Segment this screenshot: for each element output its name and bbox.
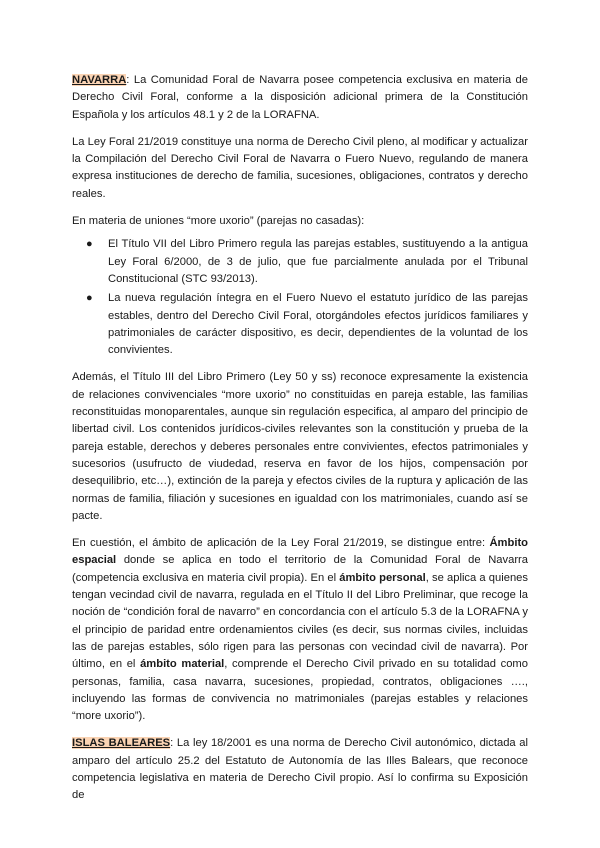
navarra-titulo-iii-paragraph: Además, el Título III del Libro Primero (Ley 50 y ss) reconoce expresamente la existencia de relaciones convivenciales “more uxorio” no constituidas en pareja estable, las familias reconstituidas monoparentales, aunque sin regulación especifica, al amparo del principio de libertad civil. Los contenidos jurídicos-civiles relevantes son la constitución y prueba de la pareja estable, derechos y deberes personales entre convivientes, efectos patrimoniales y sucesorios (usufructo de viudedad, reserva en favor de los hijos, compensación por desequilibrio, etc…), extinción de la pareja y efectos civiles de la ruptura y aplicación de las normas de familia, filiación y sucesiones en igualdad con los matrimoniales, cuando así se pacte. [72, 371, 528, 522]
navarra-ambito-paragraph [72, 535, 528, 725]
baleares-intro-text: : La ley 18/2001 es una norma de Derecho Civil autonómico, dictada al amparo del artículo 25.2 del Estatuto de Autonomía de las Illes Balears, que reconoce competencia legislativa en materia de Derecho Civil propio. Así lo confirma su Exposición de [72, 737, 529, 802]
list-item [86, 290, 528, 359]
baleares-heading: ISLAS BALEARES [72, 737, 171, 750]
navarra-uniones-paragraph: En materia de uniones “more uxorio” (parejas no casadas): [72, 215, 365, 228]
navarra-bullet-list [72, 236, 528, 359]
bullet-icon: ● [86, 238, 93, 251]
baleares-intro-paragraph [72, 735, 528, 804]
ambito-material-term: ámbito material [140, 658, 225, 671]
navarra-intro-paragraph [72, 72, 528, 124]
list-item [86, 236, 528, 288]
ambito-espacial-term: Ámbito espacial [72, 537, 528, 567]
ambito-personal-term: ámbito personal [339, 571, 426, 584]
ambito-text-4: , comprende el Derecho Civil privado en su totalidad como personas, familia, casa navarra, sucesiones, propiedad, contratos, obligaciones …., incluyendo las formas de convivencia no matrimoniales (parejas estables y relaciones “more uxorio”). [72, 658, 528, 723]
navarra-intro-text: : La Comunidad Foral de Navarra posee competencia exclusiva en materia de Derecho Civil Foral, conforme a la disposición adicional primera de la Constitución Española y los artículos 48.1 y 2 de la LORAFNA. [72, 74, 528, 121]
bullet-icon: ● [86, 292, 93, 305]
navarra-ley-foral-paragraph: La Ley Foral 21/2019 constituye una norma de Derecho Civil pleno, al modificar y actualizar la Compilación del Derecho Civil Foral de Navarra o Fuero Nuevo, regulando de manera expresa instituciones de derecho de familia, sucesiones, obligaciones, contratos y derecho reales. [72, 135, 528, 200]
list-item-text: La nueva regulación íntegra en el Fuero Nuevo el estatuto jurídico de las parejas estables, dentro del Derecho Civil Foral, otorgándoles efectos jurídicos familiares y patrimoniales de carácter dispositivo, es decir, dependientes de la voluntad de los convivientes. [108, 292, 528, 357]
navarra-heading: NAVARRA [72, 74, 127, 86]
ambito-text-2: donde se aplica en todo el territorio de la Comunidad Foral de Navarra (competencia exclusiva en materia civil propia). En el [72, 554, 528, 584]
list-item-text: El Título VII del Libro Primero regula las parejas estables, sustituyendo a la antigua Ley Foral 6/2000, de 3 de julio, que fue parcialmente anulada por el Tribunal Constitucional (STC 93/2013). [108, 238, 528, 285]
ambito-text-1: En cuestión, el ámbito de aplicación de la Ley Foral 21/2019, se distingue entre: [72, 537, 490, 550]
ambito-text-3: , se aplica a quienes tengan vecindad civil de navarra, regulada en el Título II del Libro Preliminar, que recoge la noción de “condición foral de navarro” en concordancia con el artículo 5.3 de la LORAFNA y el principio de paridad entre ordenamientos civiles (es decir, sus normas civiles, incluidas las de parejas estables, sólo rigen para las personas con vecindad civil de navarra). Por último, en el [72, 571, 528, 671]
